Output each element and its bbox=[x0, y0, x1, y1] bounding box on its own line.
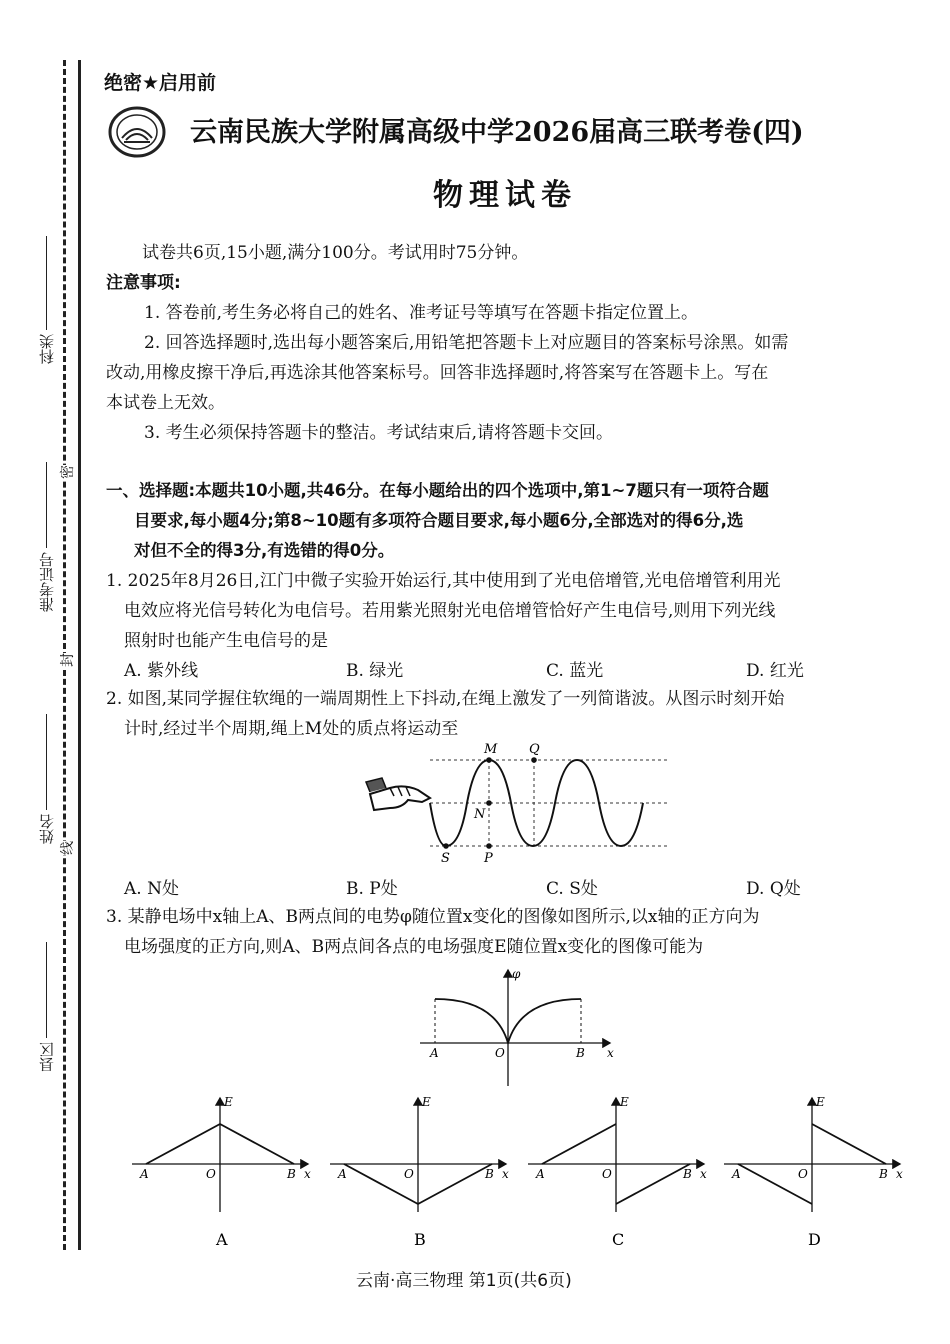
seal-solid-line bbox=[78, 60, 81, 1250]
svg-text:x: x bbox=[304, 1167, 311, 1181]
option-graph-b bbox=[330, 1095, 509, 1249]
label-Q: Q bbox=[529, 742, 540, 757]
graph-d-caption: D bbox=[808, 1230, 821, 1249]
svg-text:A: A bbox=[338, 1167, 347, 1181]
field-label-name: 姓名 bbox=[38, 814, 56, 844]
q1-option-b: B. 绿光 bbox=[346, 661, 404, 681]
seal-char-mi: 密 bbox=[57, 465, 77, 479]
q2-option-d: D. Q处 bbox=[746, 879, 801, 899]
label-M: M bbox=[484, 742, 498, 757]
label-N: N bbox=[474, 807, 486, 822]
hand-icon bbox=[366, 778, 430, 810]
field-label-district: 县区 bbox=[38, 1042, 56, 1072]
phi-axis-label: φ bbox=[512, 967, 521, 981]
note-2-line1: 2. 回答选择题时,选出每小题答案后,用铅笔把答题卡上对应题目的答案标号涂黑。如需 bbox=[144, 333, 789, 353]
svg-text:B: B bbox=[287, 1167, 296, 1181]
notes-heading: 注意事项: bbox=[106, 273, 181, 293]
section1-line2: 目要求,每小题4分;第8~10题有多项符合题目要求,每小题6分,全部选对的得6分,选 bbox=[134, 511, 744, 530]
option-graph-c bbox=[528, 1095, 707, 1249]
q1-line2: 电效应将光信号转化为电信号。若用紫光照射光电倍增管恰好产生电信号,则用下列光线 bbox=[124, 601, 776, 621]
graph-c-caption: C bbox=[612, 1230, 625, 1249]
q3-option-graphs bbox=[128, 1092, 928, 1252]
exam-intro: 试卷共6页,15小题,满分100分。考试用时75分钟。 bbox=[142, 243, 529, 263]
section1-line3: 对但不全的得3分,有选错的得0分。 bbox=[134, 541, 395, 560]
q3-line2: 电场强度的正方向,则A、B两点间各点的电场强度E随位置x变化的图像可能为 bbox=[124, 937, 704, 957]
note-2-line3: 本试卷上无效。 bbox=[106, 393, 225, 413]
note-3: 3. 考生必须保持答题卡的整洁。考试结束后,请将答题卡交回。 bbox=[144, 423, 614, 443]
svg-text:B: B bbox=[683, 1167, 692, 1181]
q3-potential-graph bbox=[410, 964, 620, 1090]
q1-option-c: C. 蓝光 bbox=[546, 661, 604, 681]
seal-char-feng: 封 bbox=[57, 653, 77, 667]
q1-option-d: D. 红光 bbox=[746, 661, 804, 681]
svg-text:E: E bbox=[620, 1095, 629, 1109]
svg-text:A: A bbox=[536, 1167, 545, 1181]
secret-label: 绝密★启用前 bbox=[104, 72, 217, 94]
svg-text:x: x bbox=[700, 1167, 707, 1181]
svg-text:E: E bbox=[816, 1095, 825, 1109]
origin-label: O bbox=[495, 1046, 505, 1060]
q3-line1: 3. 某静电场中x轴上A、B两点间的电势φ随位置x变化的图像如图所示,以x轴的正方向为 bbox=[106, 907, 760, 927]
svg-text:A: A bbox=[140, 1167, 149, 1181]
point-b-label: B bbox=[576, 1046, 585, 1060]
q1-line1: 1. 2025年8月26日,江门中微子实验开始运行,其中使用到了光电倍增管,光电倍增管利用光 bbox=[106, 571, 781, 591]
label-P: P bbox=[484, 851, 493, 866]
field-underline bbox=[46, 942, 47, 1038]
school-logo-icon bbox=[108, 106, 166, 158]
svg-text:E: E bbox=[224, 1095, 233, 1109]
graph-b-caption: B bbox=[414, 1230, 426, 1249]
svg-text:x: x bbox=[896, 1167, 903, 1181]
svg-text:B: B bbox=[879, 1167, 888, 1181]
option-graph-d bbox=[724, 1095, 903, 1249]
q2-wave-figure bbox=[360, 738, 680, 868]
svg-text:O: O bbox=[602, 1167, 612, 1181]
q1-line3: 照射时也能产生电信号的是 bbox=[124, 631, 328, 651]
q2-line1: 2. 如图,某同学握住软绳的一端周期性上下抖动,在绳上激发了一列简谐波。从图示时刻开始 bbox=[106, 689, 785, 709]
section1-line1: 一、选择题:本题共10小题,共46分。在每小题给出的四个选项中,第1~7题只有一项符合题 bbox=[106, 481, 769, 500]
page-footer: 云南·高三物理 第1页(共6页) bbox=[356, 1271, 572, 1291]
seal-char-xian: 线 bbox=[57, 841, 77, 855]
q2-option-c: C. S处 bbox=[546, 879, 598, 899]
svg-text:O: O bbox=[206, 1167, 216, 1181]
svg-text:O: O bbox=[404, 1167, 414, 1181]
graph-a-caption: A bbox=[216, 1230, 228, 1249]
field-label-exam-number: 准考证号 bbox=[38, 552, 56, 612]
school-title: 云南民族大学附属高级中学2026届高三联考卷(四) bbox=[190, 117, 804, 148]
svg-text:E: E bbox=[422, 1095, 431, 1109]
label-S: S bbox=[441, 851, 450, 866]
field-underline bbox=[46, 714, 47, 810]
q1-option-a: A. 紫外线 bbox=[124, 661, 199, 681]
point-a-label: A bbox=[430, 1046, 439, 1060]
note-1: 1. 答卷前,考生务必将自己的姓名、准考证号等填写在答题卡指定位置上。 bbox=[144, 303, 699, 323]
field-underline bbox=[46, 462, 47, 548]
field-label-subject: 科类 bbox=[38, 334, 56, 364]
svg-text:A: A bbox=[732, 1167, 741, 1181]
q2-option-b: B. P处 bbox=[346, 879, 398, 899]
q2-line2: 计时,经过半个周期,绳上M处的质点将运动至 bbox=[124, 719, 459, 739]
x-axis-label: x bbox=[607, 1046, 614, 1060]
q2-option-a: A. N处 bbox=[124, 879, 179, 899]
field-underline bbox=[46, 236, 47, 330]
option-graph-a bbox=[132, 1095, 311, 1249]
svg-text:x: x bbox=[502, 1167, 509, 1181]
svg-text:B: B bbox=[485, 1167, 494, 1181]
subject-title: 物理试卷 bbox=[433, 178, 577, 213]
svg-text:O: O bbox=[798, 1167, 808, 1181]
note-2-line2: 改动,用橡皮擦干净后,再选涂其他答案标号。回答非选择题时,将答案写在答题卡上。写在 bbox=[106, 363, 769, 383]
